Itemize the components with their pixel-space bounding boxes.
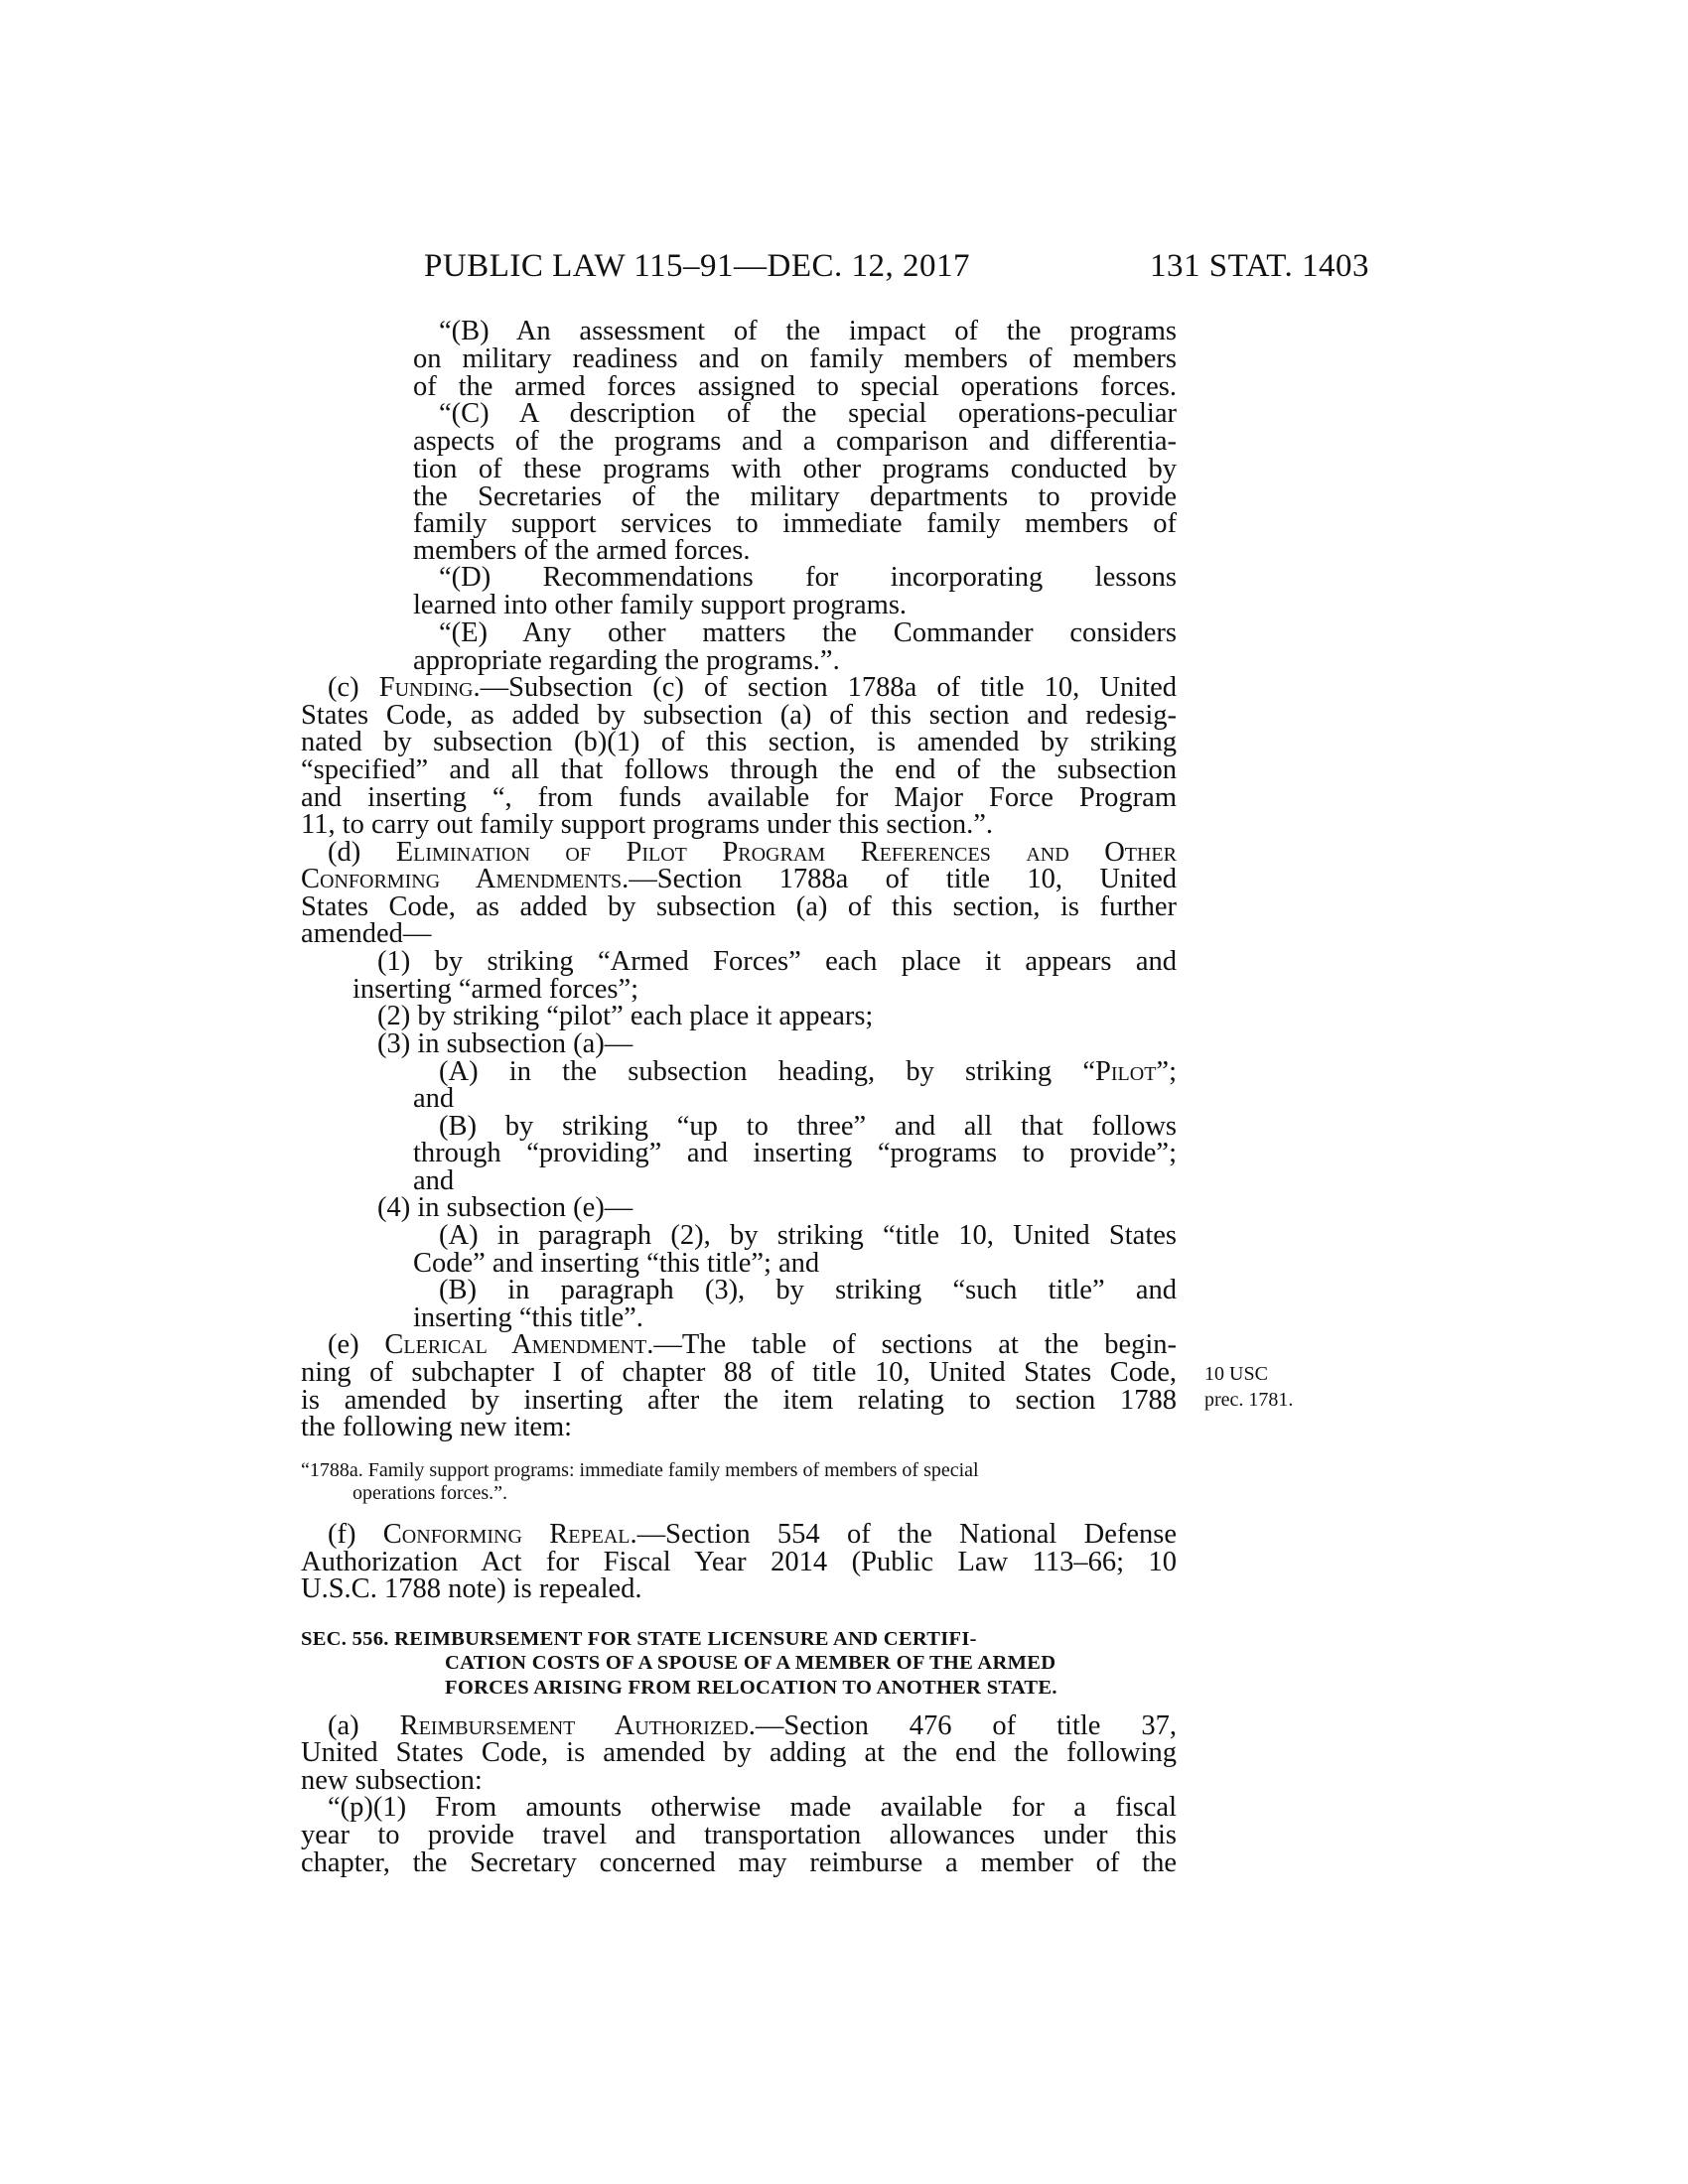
item-3a-line: and xyxy=(413,1083,455,1114)
subsection-d-first-line xyxy=(328,839,1177,867)
subsection-c-line: 11, to carry out family support programs under this section.”. xyxy=(301,809,994,840)
running-header-title: PUBLIC LAW 115–91—DEC. 12, 2017 xyxy=(424,248,971,284)
item-4: (4) in subsection (e)— xyxy=(377,1192,633,1223)
subsection-d-second-line xyxy=(301,866,1177,893)
item-4b-line: inserting “this title”. xyxy=(413,1302,643,1333)
paragraph-b-line: on military readiness and on family members of members xyxy=(413,343,1177,374)
subsection-d-line: States Code, as added by subsection (a) of this section, is further xyxy=(301,891,1177,922)
subsection-c-heading: Funding xyxy=(378,672,474,703)
subsection-e-first-line: (e) Clerical Amendment.—The table of sections at the begin- xyxy=(328,1329,1178,1360)
subsection-f-line: Authorization Act for Fiscal Year 2014 (Public Law 113–66; 10 xyxy=(301,1547,1177,1577)
subsection-d-text: .—Section 1788a of title 10, United xyxy=(622,864,1177,894)
running-header-stat-page: 131 STAT. 1403 xyxy=(1150,248,1370,284)
paragraph-c-line: the Secretaries of the military departments to provide xyxy=(413,481,1177,512)
subsection-f-first-line: (f) Conforming Repeal.—Section 554 of the National Defense xyxy=(328,1519,1177,1550)
sec556-subsection-a-heading: Reimbursement Authorized xyxy=(399,1710,749,1741)
margin-note: prec. 1781. xyxy=(1204,1389,1294,1411)
sec556-subsection-a-first-line: (a) Reimbursement Authorized.—Section 476 of title 37, xyxy=(328,1710,1177,1741)
subsection-e-line: ning of subchapter I of chapter 88 of title 10, United States Code, xyxy=(301,1357,1177,1388)
paragraph-e-line: “(E) Any other matters the Commander considers xyxy=(439,617,1177,648)
sec556-p1-line: year to provide travel and transportation allowances under this xyxy=(301,1820,1177,1850)
subsection-e-line: the following new item: xyxy=(301,1412,573,1442)
item-4a-line: (A) in paragraph (2), by striking “title 10, United States xyxy=(439,1220,1177,1251)
paragraph-c-line: aspects of the programs and a comparison and differentia- xyxy=(413,426,1177,457)
sec556-p1-line: “(p)(1) From amounts otherwise made available for a fiscal xyxy=(328,1792,1177,1823)
item-3b-line: through “providing” and inserting “programs to provide”; xyxy=(413,1138,1177,1168)
subsection-f-line: U.S.C. 1788 note) is repealed. xyxy=(301,1573,642,1604)
subsection-c-line: and inserting “, from funds available for Major Force Program xyxy=(301,782,1177,813)
subsection-c-line: nated by subsection (b)(1) of this section, is amended by striking xyxy=(301,727,1177,757)
item-4a-line: Code” and inserting “this title”; and xyxy=(413,1248,820,1279)
subsection-c-text: .—Subsection (c) of section 1788a of title 10, United xyxy=(473,672,1177,703)
sec556-subsection-a-line: new subsection: xyxy=(301,1765,483,1796)
subsection-d-heading: Elimination of Pilot Program References and Other xyxy=(395,837,1177,868)
paragraph-c-line: family support services to immediate family members of xyxy=(413,508,1177,539)
paragraph-e-line: appropriate regarding the programs.”. xyxy=(413,645,840,676)
margin-note: 10 USC xyxy=(1204,1363,1268,1385)
paragraph-c-line: “(C) A description of the special operations-peculiar xyxy=(439,398,1177,429)
paragraph-d-line: learned into other family support programs. xyxy=(413,590,908,620)
paragraph-d-line: “(D) Recommendations for incorporating lessons xyxy=(439,562,1177,593)
subsection-c-line: States Code, as added by subsection (a) of this section and redesig- xyxy=(301,700,1177,731)
section-heading: FORCES ARISING FROM RELOCATION TO ANOTHER STATE. xyxy=(445,1677,1057,1699)
subsection-c-line: “specified” and all that follows through the end of the subsection xyxy=(301,754,1177,785)
paragraph-b-line: of the armed forces assigned to special operations forces. xyxy=(413,371,1177,402)
sec556-subsection-a-line: United States Code, is amended by adding at the end the following xyxy=(301,1737,1177,1768)
subsection-d-label: (d) xyxy=(328,837,396,868)
item-3b-line: (B) by striking “up to three” and all that follows xyxy=(439,1111,1177,1142)
subsection-c-label: (c) xyxy=(328,672,379,703)
section-heading: CATION COSTS OF A SPOUSE OF A MEMBER OF THE ARMED xyxy=(445,1652,1056,1674)
subsection-d-line: amended— xyxy=(301,918,432,949)
item-2: (2) by striking “pilot” each place it appears; xyxy=(377,1001,874,1031)
item-3: (3) in subsection (a)— xyxy=(377,1028,633,1059)
table-of-sections-item: “1788a. Family support programs: immediate family members of members of special xyxy=(301,1459,979,1481)
sec556-p1-line: chapter, the Secretary concerned may reimburse a member of the xyxy=(301,1847,1177,1878)
paragraph-c-line: tion of these programs with other programs conducted by xyxy=(413,454,1177,484)
item-1-line: inserting “armed forces”; xyxy=(352,974,639,1005)
item-4b-line: (B) in paragraph (3), by striking “such title” and xyxy=(439,1275,1177,1305)
paragraph-c-line: members of the armed forces. xyxy=(413,535,751,566)
item-3b-line: and xyxy=(413,1165,455,1196)
subsection-d-heading-cont: Conforming Amendments xyxy=(301,864,623,894)
table-of-sections-item: operations forces.”. xyxy=(352,1482,508,1504)
subsection-f-heading: Conforming Repeal xyxy=(382,1519,631,1550)
subsection-e-line: is amended by inserting after the item relating to section 1788 xyxy=(301,1385,1177,1416)
paragraph-b-line: “(B) An assessment of the impact of the programs xyxy=(439,316,1177,346)
item-3a-line: (A) in the subsection heading, by striking “Pilot”; xyxy=(439,1056,1177,1087)
subsection-c-first-line xyxy=(328,674,1177,702)
subsection-e-heading: Clerical Amendment xyxy=(384,1329,647,1360)
section-heading: SEC. 556. REIMBURSEMENT FOR STATE LICENSURE AND CERTIFI- xyxy=(301,1628,977,1650)
item-1-line: (1) by striking “Armed Forces” each place it appears and xyxy=(377,946,1177,977)
